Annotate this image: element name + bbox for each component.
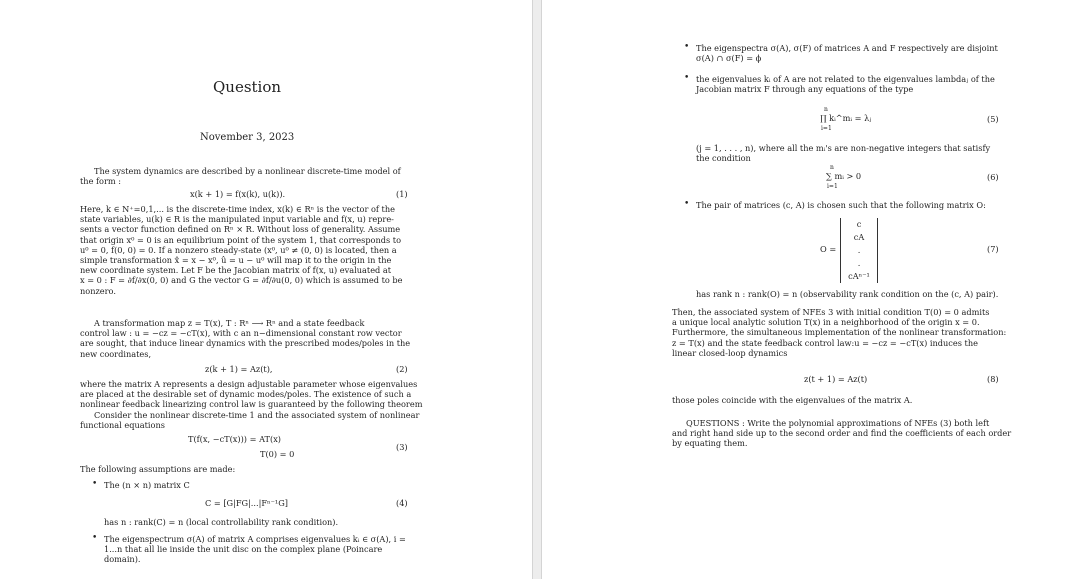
equation-6-lower-limit: i=1 bbox=[827, 183, 838, 190]
text-line: The system dynamics are described by a nonlinear discrete-time model of bbox=[94, 166, 401, 176]
equation-3-number: (3) bbox=[396, 442, 408, 452]
text-line: where the matrix A represents a design adjustable parameter whose eigenvalues bbox=[80, 379, 418, 389]
text-line: functional equations bbox=[80, 419, 165, 430]
text-line: simple transformation x̂ = x − x⁰, û = u − u⁰ will map it to the origin in the bbox=[80, 255, 392, 266]
equation-1: x(k + 1) = f(x(k), u(k)). bbox=[190, 189, 286, 199]
assumption-2-text bbox=[104, 534, 408, 565]
text-line: the condition bbox=[696, 153, 751, 164]
equation-5-upper-limit: n bbox=[824, 106, 828, 113]
text-line: control law : u = −cz = −cT(x), with c an n−dimensional constant row vector bbox=[80, 328, 402, 339]
observability-text: has rank n : rank(O) = n (observability rank condition on the (c, A) pair). bbox=[696, 289, 999, 299]
equation-7-lhs: O = bbox=[820, 244, 837, 254]
equation-8-number: (8) bbox=[987, 374, 999, 384]
text-line: A transformation map z = T(x), T : Rⁿ ⟶ Rⁿ and a state feedback bbox=[94, 318, 365, 328]
text-line: new coordinates, bbox=[80, 348, 152, 359]
theorem-paragraph bbox=[80, 379, 423, 430]
text-line: nonlinear feedback linearizing control law is guaranteed by the following theorem bbox=[80, 399, 423, 410]
text-line: a unique local analytic solution T(x) in a neighborhood of the origin x = 0. bbox=[672, 317, 980, 328]
text-line: Then, the associated system of NFEs 3 with initial condition T(0) = 0 admits bbox=[672, 307, 990, 317]
equation-4: C = [G|FG|...|Fⁿ⁻¹G] bbox=[205, 498, 288, 508]
equation-7-number: (7) bbox=[987, 244, 999, 254]
equation-1-number: (1) bbox=[396, 189, 408, 199]
text-line: the form : bbox=[80, 176, 122, 187]
bullet-marker: • bbox=[92, 533, 98, 543]
equation-6-number: (6) bbox=[987, 172, 999, 182]
page-separator bbox=[532, 0, 542, 579]
text-line: and right hand side up to the second order and find the coefficients of each order bbox=[672, 428, 1012, 439]
equation-6-upper-limit: n bbox=[830, 164, 834, 171]
assumption-3-text bbox=[696, 43, 1000, 63]
equation-3-line-1: T(f(x, −cT(x))) = AT(x) bbox=[188, 434, 282, 444]
document-title: Question bbox=[213, 78, 282, 96]
document-date: November 3, 2023 bbox=[200, 132, 295, 143]
equation-6: ∑ mᵢ > 0 bbox=[826, 171, 862, 181]
equation-8: z(t + 1) = Az(t) bbox=[804, 374, 868, 384]
text-line: that origin x⁰ = 0 is an equilibrium point of the system 1, that corresponds to bbox=[80, 234, 402, 245]
assumption-1-text: The (n × n) matrix C bbox=[104, 480, 190, 490]
equation-2: z(k + 1) = Az(t), bbox=[205, 364, 273, 374]
text-line: Jacobian matrix F through any equations of the type bbox=[696, 84, 914, 95]
equation-4-number: (4) bbox=[396, 498, 408, 508]
text-line: Consider the nonlinear discrete-time 1 and the associated system of nonlinear bbox=[94, 409, 420, 420]
matrix-row: cAⁿ⁻¹ bbox=[848, 271, 870, 281]
questions-paragraph bbox=[672, 418, 1012, 449]
bullet-marker: • bbox=[92, 479, 98, 489]
text-line: u⁰ = 0, f(0, 0) = 0. If a nonzero steady-state (x⁰, u⁰ ≠ (0, 0) is located, then a bbox=[80, 244, 397, 255]
text-line: linear closed-loop dynamics bbox=[672, 347, 788, 358]
assumption-4-text bbox=[696, 74, 1000, 94]
text-line: are sought, that induce linear dynamics with the prescribed modes/poles in the bbox=[80, 338, 411, 349]
text-line: are placed at the desirable set of dynamic modes/poles. The existence of such a bbox=[80, 389, 412, 400]
assumptions-intro: The following assumptions are made: bbox=[80, 464, 236, 474]
poles-text: those poles coincide with the eigenvalues of the matrix A. bbox=[672, 395, 913, 405]
bullet-marker: • bbox=[684, 73, 690, 83]
text-line: (j = 1, . . . , n), where all the mᵢ's are non-negative integers that satisfy bbox=[696, 143, 991, 153]
text-line: 1...n that all lie inside the unit disc on the complex plane (Poincare bbox=[104, 544, 383, 555]
text-line: by equating them. bbox=[672, 438, 748, 449]
condition-paragraph bbox=[696, 143, 1000, 163]
observability-matrix bbox=[840, 218, 878, 283]
matrix-row: c bbox=[856, 219, 862, 229]
text-line: nonzero. bbox=[80, 285, 116, 296]
text-line: new coordinate system. Let F be the Jacobian matrix of f(x, u) evaluated at bbox=[80, 265, 392, 276]
bullet-marker: • bbox=[684, 42, 690, 52]
document-page-left bbox=[0, 0, 532, 579]
text-line: state variables, u(k) ∈ R is the manipulated input variable and f(x, u) repre- bbox=[80, 214, 394, 225]
bullet-marker: • bbox=[684, 199, 690, 209]
text-line: x = 0 : F = ∂f/∂x(0, 0) and G the vector G = ∂f/∂u(0, 0) which is assumed to be bbox=[80, 275, 403, 286]
text-line: sents a vector function defined on Rⁿ × R. Without loss of generality. Assume bbox=[80, 224, 401, 235]
text-line: The eigenspectrum σ(A) of matrix A comprises eigenvalues kᵢ ∈ σ(A), i = bbox=[104, 534, 406, 544]
matrix-row: cA bbox=[853, 232, 865, 242]
text-line: QUESTIONS : Write the polynomial approximations of NFEs (3) both left bbox=[686, 418, 990, 428]
equation-3-line-2: T(0) = 0 bbox=[260, 449, 295, 459]
text-line: σ(A) ∩ σ(F) = ϕ bbox=[696, 53, 762, 64]
text-line: The eigenspectra σ(A), σ(F) of matrices A and F respectively are disjoint bbox=[696, 43, 998, 53]
text-line: Furthermore, the simultaneous implementation of the nonlinear transformation: bbox=[672, 327, 1007, 338]
equation-2-number: (2) bbox=[396, 364, 408, 374]
equation-5-number: (5) bbox=[987, 114, 999, 124]
controllability-text: has n : rank(C) = n (local controllability rank condition). bbox=[104, 517, 339, 527]
text-line: z = T(x) and the state feedback control law:u = −cz = −cT(x) induces the bbox=[672, 337, 978, 348]
equation-5: ∏ kᵢ^mᵢ = λⱼ bbox=[820, 113, 872, 123]
matrix-row: . bbox=[857, 258, 861, 268]
equation-5-lower-limit: i=1 bbox=[821, 125, 832, 132]
definitions-paragraph bbox=[80, 204, 408, 296]
transformation-paragraph bbox=[80, 318, 411, 359]
text-line: Here, k ∈ N⁺=0,1,... is the discrete-time index, x(k) ∈ Rⁿ is the vector of the bbox=[80, 204, 395, 214]
text-line: domain). bbox=[104, 554, 141, 565]
assumption-5-text: The pair of matrices (c, A) is chosen such that the following matrix O: bbox=[696, 200, 986, 210]
document-page-right bbox=[542, 0, 1072, 579]
intro-paragraph bbox=[80, 166, 408, 186]
matrix-row: . bbox=[857, 245, 861, 255]
text-line: the eigenvalues kᵢ of A are not related to the eigenvalues lambdaⱼ of the bbox=[696, 74, 995, 84]
conclusion-paragraph bbox=[672, 307, 1007, 358]
